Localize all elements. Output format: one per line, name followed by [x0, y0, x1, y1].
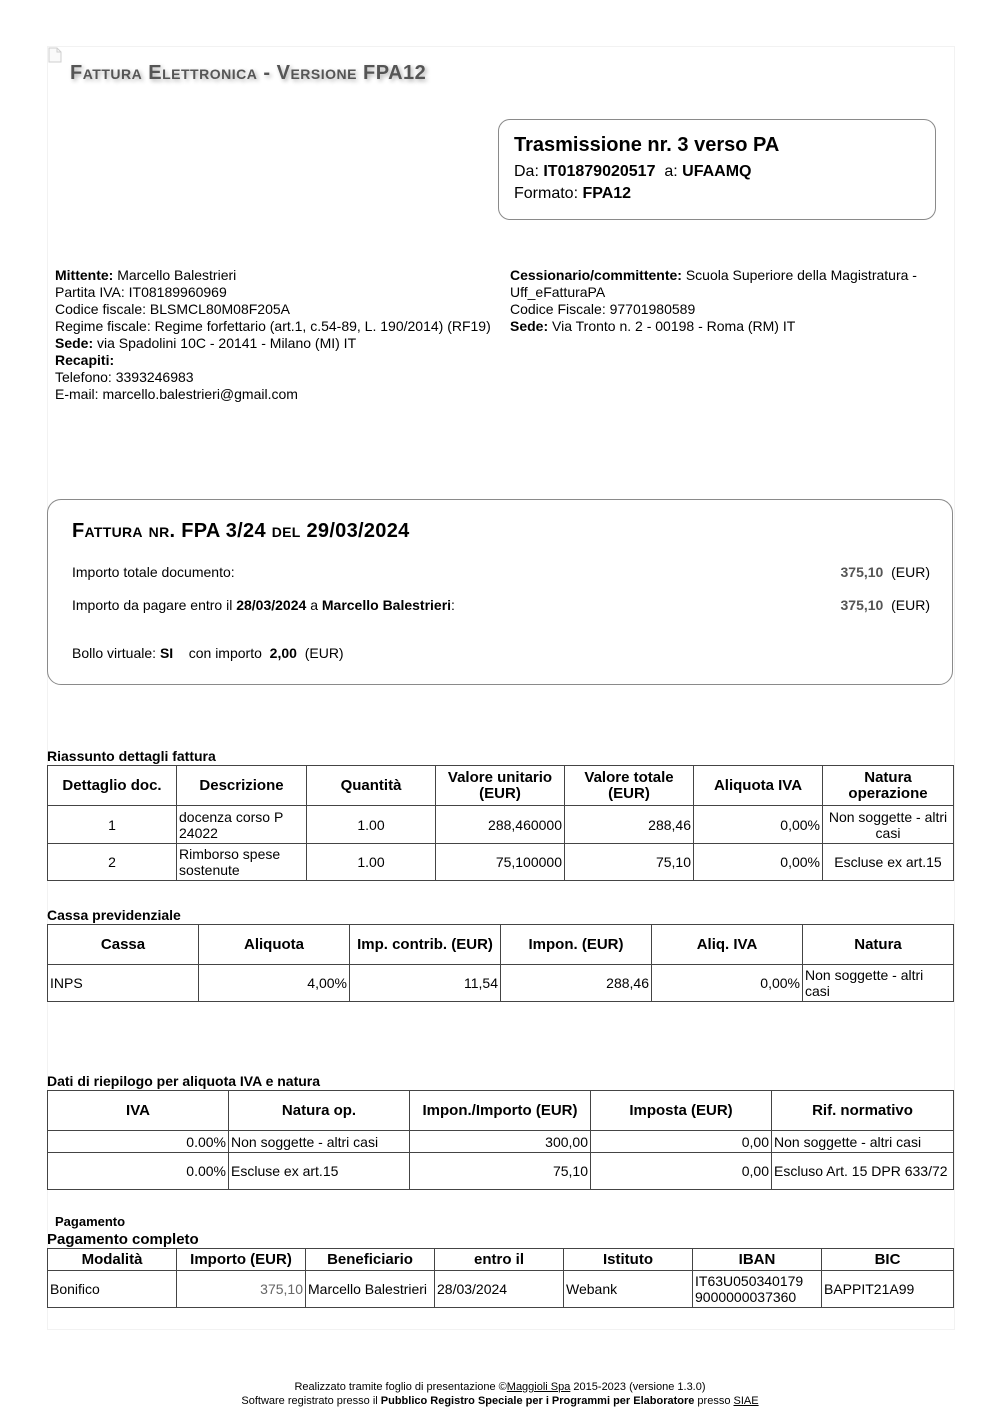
details-header-row [48, 766, 954, 806]
sender-vat: Partita IVA: IT08189960969 [55, 284, 227, 300]
due-date: 28/03/2024 [236, 597, 307, 613]
table-row [48, 844, 954, 881]
transmission-box [498, 119, 936, 220]
table-cell: INPS [48, 965, 199, 1002]
from-value: IT01879020517 [543, 163, 656, 180]
sender-address-label: Sede: [55, 335, 94, 351]
vat-header: IVA [48, 1091, 229, 1131]
details-header: Valore unitario (EUR) [436, 766, 565, 806]
vat-summary-table [47, 1090, 954, 1190]
to-value: UFAAMQ [682, 163, 752, 180]
table-cell: 1 [48, 806, 177, 844]
vat-summary-title: Dati di riepilogo per aliquota IVA e natura [47, 1073, 321, 1089]
table-cell: 0,00% [652, 965, 803, 1002]
siae-link[interactable]: SIAE [733, 1395, 759, 1407]
payment-header: Modalità [48, 1249, 177, 1271]
payment-header: Beneficiario [306, 1249, 435, 1271]
stamp-currency: (EUR) [304, 645, 344, 661]
footer [0, 1380, 1000, 1408]
pension-fund-title: Cassa previdenziale [47, 907, 181, 923]
maggioli-link[interactable]: Maggioli Spa [506, 1381, 571, 1393]
table-cell: Escluse ex art.15 [823, 844, 954, 881]
payment-table [47, 1248, 954, 1308]
due-to-label: a [310, 597, 318, 613]
due-colon: : [451, 597, 455, 613]
stamp-value: SI [159, 645, 174, 661]
table-cell: 11,54 [350, 965, 501, 1002]
broken-image-icon [48, 47, 62, 63]
table-cell: Escluse ex art.15 [229, 1153, 410, 1190]
sender-tax-code: Codice fiscale: BLSMCL80M08F205A [55, 301, 291, 317]
vat-header: Imposta (EUR) [591, 1091, 772, 1131]
pension-header: Impon. (EUR) [501, 925, 652, 965]
vat-header: Impon./Importo (EUR) [410, 1091, 591, 1131]
due-currency: (EUR) [891, 597, 930, 613]
table-cell: 375,10 [177, 1271, 306, 1308]
payment-header: IBAN [693, 1249, 822, 1271]
details-header: Valore totale (EUR) [565, 766, 694, 806]
customer-label: Cessionario/committente: [510, 267, 682, 283]
table-cell: Escluso Art. 15 DPR 633/72 [772, 1153, 954, 1190]
details-header: Descrizione [177, 766, 307, 806]
payment-header: Istituto [564, 1249, 693, 1271]
total-label: Importo totale documento: [72, 564, 235, 580]
total-row [72, 564, 930, 580]
pension-fund-table [47, 924, 954, 1002]
table-cell: 1.00 [307, 844, 436, 881]
footer-text: Realizzato tramite foglio di presentazione © [294, 1381, 507, 1393]
sender-label: Mittente: [55, 267, 114, 283]
table-cell: docenza corso P 24022 [177, 806, 307, 844]
table-cell: Non soggette - altri casi [772, 1131, 954, 1153]
table-cell: Webank [564, 1271, 693, 1308]
table-cell: 300,00 [410, 1131, 591, 1153]
vat-header: Rif. normativo [772, 1091, 954, 1131]
document-title: Fattura Elettronica - Versione FPA12 [70, 62, 427, 84]
table-cell: 288,46 [565, 806, 694, 844]
sender-contacts-label: Recapiti: [55, 352, 115, 368]
due-value: 375,10 [840, 597, 884, 613]
details-header: Quantità [307, 766, 436, 806]
payment-header: Importo (EUR) [177, 1249, 306, 1271]
footer-text: 2015-2023 (versione 1.3.0) [570, 1381, 706, 1393]
footer-text: Software registrato presso il [241, 1395, 381, 1407]
details-header: Dettaglio doc. [48, 766, 177, 806]
table-row [48, 806, 954, 844]
table-cell: IT63U050340179 9000000037360 [693, 1271, 822, 1308]
table-cell: BAPPIT21A99 [822, 1271, 954, 1308]
customer-address-label: Sede: [510, 318, 549, 334]
transmission-title: Trasmissione nr. 3 verso PA [514, 134, 780, 156]
table-cell: 75,100000 [436, 844, 565, 881]
payment-header: BIC [822, 1249, 954, 1271]
payment-header: entro il [435, 1249, 564, 1271]
format-value: FPA12 [582, 185, 632, 202]
table-cell: 0.00% [48, 1153, 229, 1190]
sender-phone: Telefono: 3393246983 [55, 369, 194, 385]
from-label: Da: [514, 163, 539, 180]
stamp-duty-row [72, 645, 930, 661]
table-cell: Bonifico [48, 1271, 177, 1308]
details-header: Natura operazione [823, 766, 954, 806]
customer-address: Via Tronto n. 2 - 00198 - Roma (RM) IT [552, 318, 796, 334]
to-label: a: [664, 163, 678, 180]
customer-name: Scuola Superiore della Magistratura - Uff_eFatturaPA [510, 267, 917, 300]
stamp-amount-label: con importo [188, 645, 262, 661]
sender-email: E-mail: marcello.balestrieri@gmail.com [55, 386, 298, 402]
footer-text: presso [694, 1395, 734, 1407]
pension-header: Natura [803, 925, 954, 965]
customer-tax-code: Codice Fiscale: 97701980589 [510, 301, 696, 317]
transmission-format [514, 183, 935, 205]
footer-line-2 [0, 1394, 1000, 1408]
table-cell: Marcello Balestrieri [306, 1271, 435, 1308]
table-cell: Non soggette - altri casi [803, 965, 954, 1002]
table-row [48, 1153, 954, 1190]
total-value: 375,10 [840, 564, 884, 580]
sender-tax-regime: Regime fiscale: Regime forfettario (art.1, c.54-89, L. 190/2014) (RF19) [55, 318, 491, 334]
table-cell: 288,460000 [436, 806, 565, 844]
payment-title: Pagamento [55, 1214, 126, 1229]
table-cell: 0,00% [694, 806, 823, 844]
table-cell: 75,10 [565, 844, 694, 881]
table-cell: 4,00% [199, 965, 350, 1002]
table-row [48, 1271, 954, 1308]
stamp-label: Bollo virtuale: [72, 645, 157, 661]
details-header: Aliquota IVA [694, 766, 823, 806]
table-cell: 0,00% [694, 844, 823, 881]
pension-header: Aliq. IVA [652, 925, 803, 965]
due-label: Importo da pagare entro il [72, 597, 233, 613]
pension-header: Cassa [48, 925, 199, 965]
details-title: Riassunto dettagli fattura [47, 748, 216, 764]
sender-name: Marcello Balestrieri [117, 267, 237, 283]
pension-header: Imp. contrib. (EUR) [350, 925, 501, 965]
table-cell: 2 [48, 844, 177, 881]
table-cell: Rimborso spese sostenute [177, 844, 307, 881]
table-cell: 0,00 [591, 1153, 772, 1190]
customer-block [510, 267, 930, 335]
format-label: Formato: [514, 185, 579, 202]
total-currency: (EUR) [891, 564, 930, 580]
sender-address: via Spadolini 10C - 20141 - Milano (MI) IT [97, 335, 357, 351]
table-cell: Non soggette - altri casi [823, 806, 954, 844]
due-beneficiary: Marcello Balestrieri [321, 597, 452, 613]
table-cell: Non soggette - altri casi [229, 1131, 410, 1153]
table-cell: 28/03/2024 [435, 1271, 564, 1308]
pension-header: Aliquota [199, 925, 350, 965]
sender-block [55, 267, 495, 403]
footer-line-1 [0, 1380, 1000, 1394]
invoice-summary-box [47, 499, 953, 685]
table-cell: 1.00 [307, 806, 436, 844]
vat-header-row [48, 1091, 954, 1131]
invoice-title: Fattura nr. FPA 3/24 del 29/03/2024 [72, 520, 410, 542]
payment-header-row [48, 1249, 954, 1271]
table-row [48, 1131, 954, 1153]
transmission-from-to [514, 161, 935, 183]
details-table [47, 765, 954, 881]
table-row [48, 965, 954, 1002]
amount-due-row [72, 597, 930, 613]
vat-header: Natura op. [229, 1091, 410, 1131]
table-cell: 75,10 [410, 1153, 591, 1190]
footer-registry: Pubblico Registro Speciale per i Programmi per Elaboratore [380, 1395, 695, 1407]
pension-header-row [48, 925, 954, 965]
payment-subtitle: Pagamento completo [47, 1231, 199, 1248]
stamp-amount-value: 2,00 [269, 645, 297, 661]
table-cell: 0.00% [48, 1131, 229, 1153]
table-cell: 0,00 [591, 1131, 772, 1153]
table-cell: 288,46 [501, 965, 652, 1002]
